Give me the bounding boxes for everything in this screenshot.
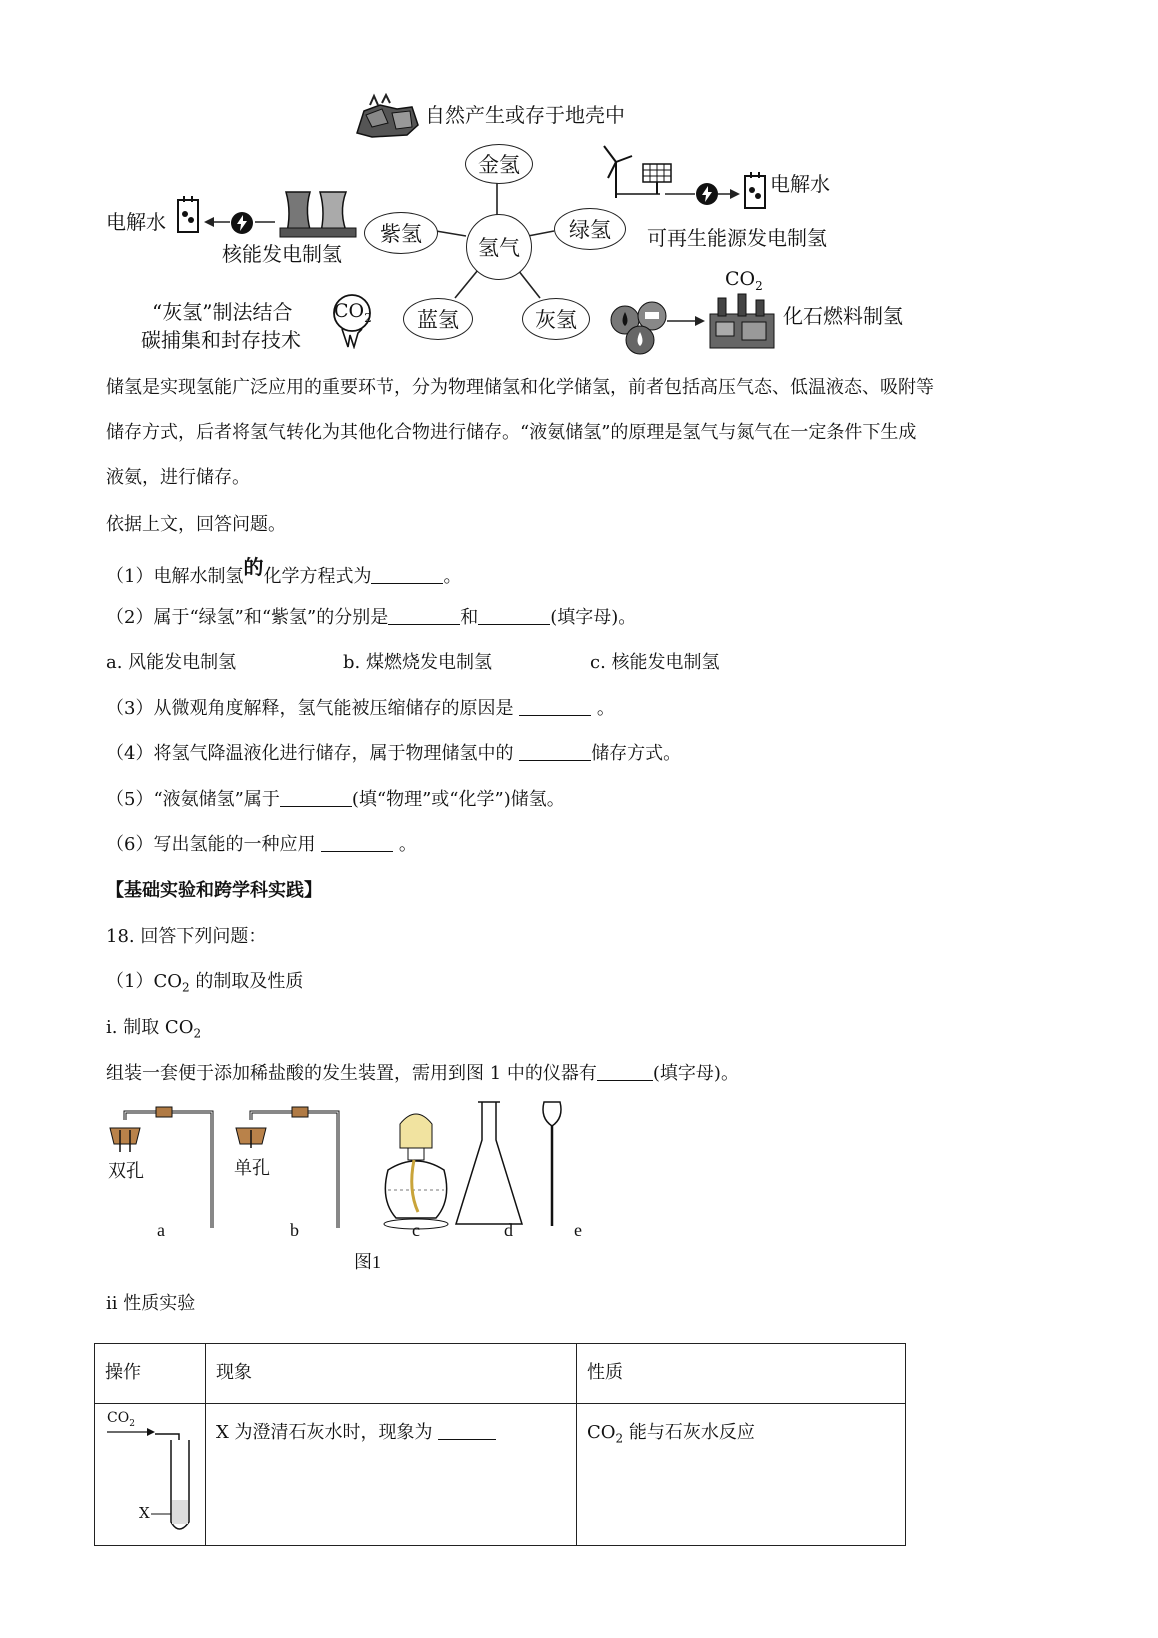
label-d: d	[504, 1220, 513, 1240]
label-c: c	[412, 1220, 420, 1240]
option-a: a. 风能发电制氢	[106, 652, 237, 673]
q6: （6）写出氢能的一种应用 。	[106, 834, 417, 855]
bubble-gold-hydrogen: 金氢	[465, 144, 533, 184]
left-water-label: 电解水	[106, 210, 166, 234]
property-table	[94, 1343, 906, 1546]
passage-line: 液氨，进行储存。	[106, 467, 250, 488]
fossil-label: 化石燃料制氢	[783, 304, 903, 328]
alcohol-lamp	[384, 1114, 448, 1229]
apparatus-drawing	[100, 1100, 620, 1230]
passage-prompt: 依据上文，回答问题。	[106, 514, 286, 535]
arrow-right-head	[730, 189, 740, 199]
passage-line: 储氢是实现氢能广泛应用的重要环节，分为物理储氢和化学储氢，前者包括高压气态、低温液态、吸附等	[106, 377, 934, 398]
passage-line: 储存方式，后者将氢气转化为其他化合物进行储存。“液氨储氢”的原理是氢气与氮气在一定条件下生成	[106, 422, 917, 443]
label-one-hole: 单孔	[234, 1158, 270, 1179]
q5: （5）“液氨储氢”属于 (填“物理”或“化学”)储氢。	[106, 789, 565, 810]
option-c: c. 核能发电制氢	[590, 652, 720, 673]
wind-solar-icon	[598, 142, 688, 200]
co2-capture-text: $CO_2$	[334, 300, 372, 325]
q18-assemble: 组装一套便于添加稀盐酸的发生装置，需用到图 1 中的仪器有 (填字母)。	[106, 1063, 739, 1084]
lightning-icon-right	[695, 182, 719, 206]
lightning-icon	[230, 211, 254, 235]
answer-blank[interactable]	[321, 833, 393, 852]
q3: （3）从微观角度解释，氢气能被压缩储存的原因是 。	[106, 698, 615, 719]
fossil-fuel-icon	[610, 300, 670, 356]
renewable-label: 可再生能源发电制氢	[647, 226, 827, 250]
bubble-center-hydrogen: 氢气	[466, 214, 532, 280]
electrolysis-icon	[175, 194, 201, 234]
spoke-green	[528, 231, 554, 236]
header-operation: 操作	[95, 1344, 206, 1404]
table-row	[95, 1404, 906, 1546]
property-cell: $CO_2$ 能与石灰水反应	[577, 1404, 906, 1546]
top-label: 自然产生或存于地壳中	[425, 103, 625, 127]
answer-blank[interactable]	[597, 1062, 653, 1081]
table-header-row	[95, 1344, 906, 1404]
electrolysis-icon-right	[742, 170, 768, 210]
x-label: X	[139, 1504, 150, 1522]
q2: （2）属于“绿氢”和“紫氢”的分别是 和 (填字母)。	[106, 607, 637, 628]
rock-icon	[352, 93, 422, 138]
spoke-purple	[436, 231, 466, 236]
label-b: b	[290, 1220, 299, 1240]
bubble-blue-hydrogen: 蓝氢	[403, 298, 473, 340]
co2-label: $CO_2$	[107, 1410, 135, 1429]
sub-ii-title: ii 性质实验	[106, 1293, 196, 1314]
q4: （4）将氢气降温液化进行储存，属于物理储氢中的 储存方式。	[106, 743, 682, 764]
factory-icon	[708, 290, 776, 350]
label-e: e	[574, 1220, 582, 1240]
nuclear-label: 核能发电制氢	[222, 242, 342, 266]
spoke-gray	[518, 270, 540, 298]
arrow-left-head	[204, 217, 214, 227]
label-two-hole: 双孔	[108, 1161, 144, 1182]
label-a: a	[157, 1220, 165, 1240]
header-property: 性质	[577, 1344, 906, 1404]
answer-blank[interactable]	[280, 788, 352, 807]
answer-blank[interactable]	[519, 697, 591, 716]
conical-flask	[456, 1102, 522, 1224]
header-phenomenon: 现象	[206, 1344, 577, 1404]
spoke-blue	[455, 270, 478, 298]
bubble-gray-hydrogen: 灰氢	[522, 298, 590, 340]
q18-stem: 18. 回答下列问题：	[106, 926, 267, 947]
bubble-green-hydrogen: 绿氢	[554, 208, 626, 250]
answer-blank[interactable]	[388, 606, 460, 625]
q18-sub-i: i. 制取 $CO_2$	[106, 1017, 202, 1041]
right-water-label: 电解水	[770, 172, 830, 196]
answer-blank[interactable]	[371, 565, 443, 584]
gray-ccs-line2: 碳捕集和封存技术	[141, 328, 301, 352]
section-title: 【基础实验和跨学科实践】	[106, 880, 322, 901]
answer-blank[interactable]	[478, 606, 550, 625]
answer-blank[interactable]	[438, 1421, 496, 1440]
bubble-purple-hydrogen: 紫氢	[364, 212, 438, 254]
nuclear-plant-icon	[278, 188, 358, 238]
long-neck-funnel	[543, 1102, 561, 1226]
answer-blank[interactable]	[519, 742, 591, 761]
q1: （1）电解水制氢的化学方程式为 。	[106, 555, 462, 587]
operation-cell	[95, 1404, 206, 1546]
q18-part1: $(1)CO_2$ 的制取及性质	[106, 971, 304, 995]
figure-caption: 图1	[354, 1252, 381, 1272]
option-b: b. 煤燃烧发电制氢	[343, 652, 492, 673]
co2-factory-text: $CO_2$	[725, 268, 763, 293]
gray-ccs-line1: “灰氢”制法结合	[152, 300, 293, 324]
phenomenon-cell: X 为澄清石灰水时，现象为	[206, 1404, 577, 1546]
